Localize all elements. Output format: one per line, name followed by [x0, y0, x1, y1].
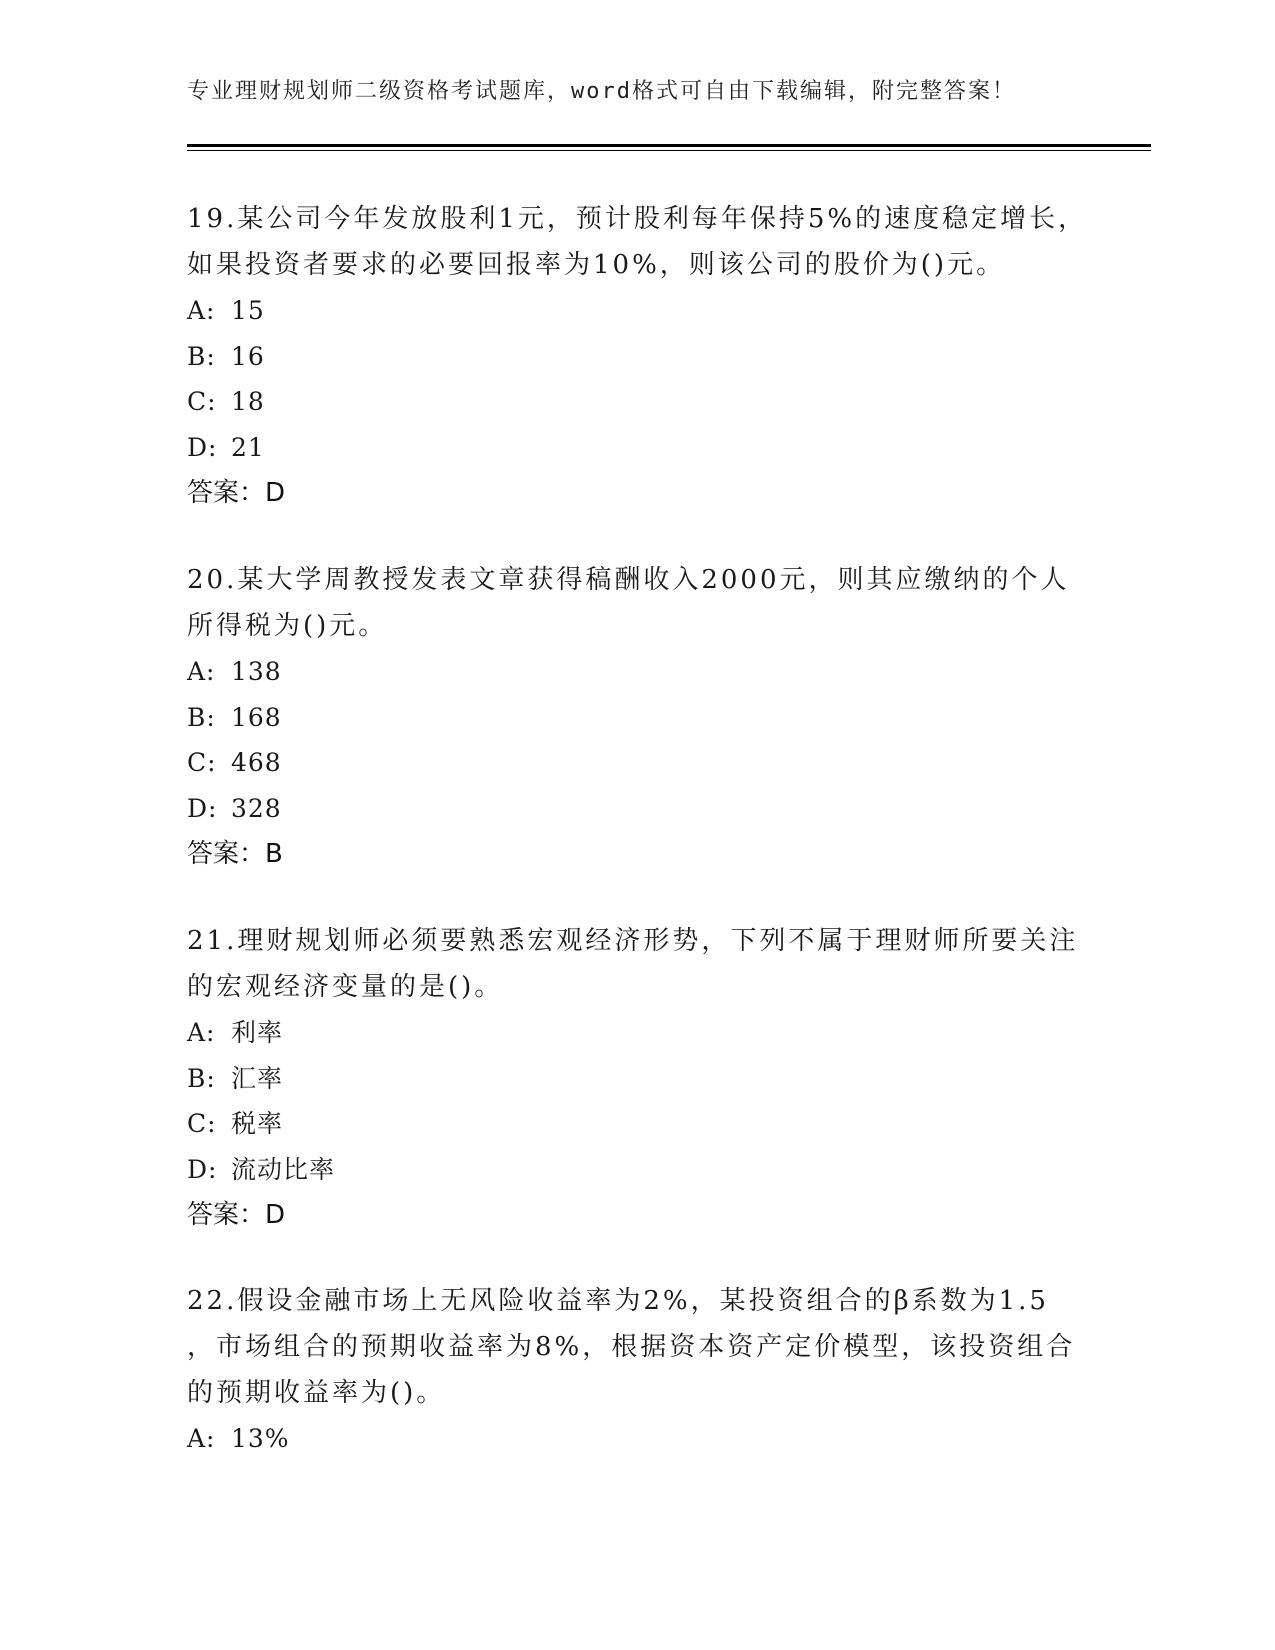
option-key: A:: [187, 657, 216, 686]
option-key: A:: [187, 1424, 216, 1453]
option-key: D:: [187, 1154, 218, 1184]
question-20: [187, 557, 1087, 877]
option-key: B:: [187, 1063, 216, 1093]
page-header: 专业理财规划师二级资格考试题库，word格式可自由下载编辑，附完整答案！: [187, 79, 1016, 104]
option-a: [187, 1416, 1087, 1462]
option-text: 168: [231, 702, 282, 732]
option-text: 21: [231, 432, 265, 462]
question-19: [187, 196, 1087, 516]
header-rule-thin: [187, 150, 1151, 151]
option-text: 138: [231, 657, 282, 686]
header-rule-thick: [187, 144, 1151, 147]
question-stem-line: ，市场组合的预期收益率为8%，根据资本资产定价模型，该投资组合: [187, 1332, 1076, 1362]
option-text: 328: [231, 793, 282, 823]
option-a: [187, 288, 1087, 334]
question-stem-line: 的预期收益率为()。: [187, 1378, 446, 1408]
option-text: 15: [231, 296, 265, 325]
option-text: 18: [231, 387, 265, 416]
option-text: 468: [231, 748, 282, 777]
option-text: 税率: [231, 1109, 284, 1138]
option-b: [187, 334, 1087, 380]
option-c: [187, 740, 1087, 786]
option-a: [187, 1010, 1087, 1056]
option-key: D:: [187, 432, 218, 462]
question-stem-line: 的宏观经济变量的是()。: [187, 972, 504, 1002]
option-key: C:: [187, 387, 217, 416]
option-d: [187, 786, 1087, 832]
option-text: 16: [231, 341, 265, 371]
option-c: [187, 1101, 1087, 1147]
option-key: B:: [187, 341, 216, 371]
option-key: B:: [187, 702, 216, 732]
answer: 答案：D: [187, 1200, 286, 1230]
option-b: [187, 695, 1087, 741]
option-key: C:: [187, 1109, 217, 1138]
option-key: C:: [187, 748, 217, 777]
answer: 答案：B: [187, 839, 283, 869]
option-text: 13%: [231, 1424, 290, 1453]
question-stem-line: 22.假设金融市场上无风险收益率为2%，某投资组合的β系数为1.5: [187, 1286, 1049, 1316]
answer: 答案：D: [187, 478, 286, 508]
question-stem-line: 所得税为()元。: [187, 611, 388, 641]
option-text: 利率: [231, 1018, 284, 1047]
question-22: [187, 1278, 1087, 1462]
option-c: [187, 379, 1087, 425]
option-key: A:: [187, 1018, 216, 1047]
question-stem-line: 如果投资者要求的必要回报率为10%，则该公司的股价为()元。: [187, 250, 1006, 280]
option-a: [187, 649, 1087, 695]
option-text: 汇率: [231, 1063, 284, 1093]
option-key: A:: [187, 296, 216, 325]
question-stem-line: 19.某公司今年发放股利1元，预计股利每年保持5%的速度稳定增长，: [187, 204, 1088, 234]
question-21: [187, 918, 1087, 1238]
option-b: [187, 1056, 1087, 1102]
question-stem-line: 20.某大学周教授发表文章获得稿酬收入2000元，则其应缴纳的个人: [187, 565, 1070, 595]
option-d: [187, 1147, 1087, 1193]
question-stem-line: 21.理财规划师必须要熟悉宏观经济形势，下列不属于理财师所要关注: [187, 926, 1079, 956]
option-key: D:: [187, 793, 218, 823]
option-d: [187, 425, 1087, 471]
option-text: 流动比率: [231, 1154, 336, 1184]
